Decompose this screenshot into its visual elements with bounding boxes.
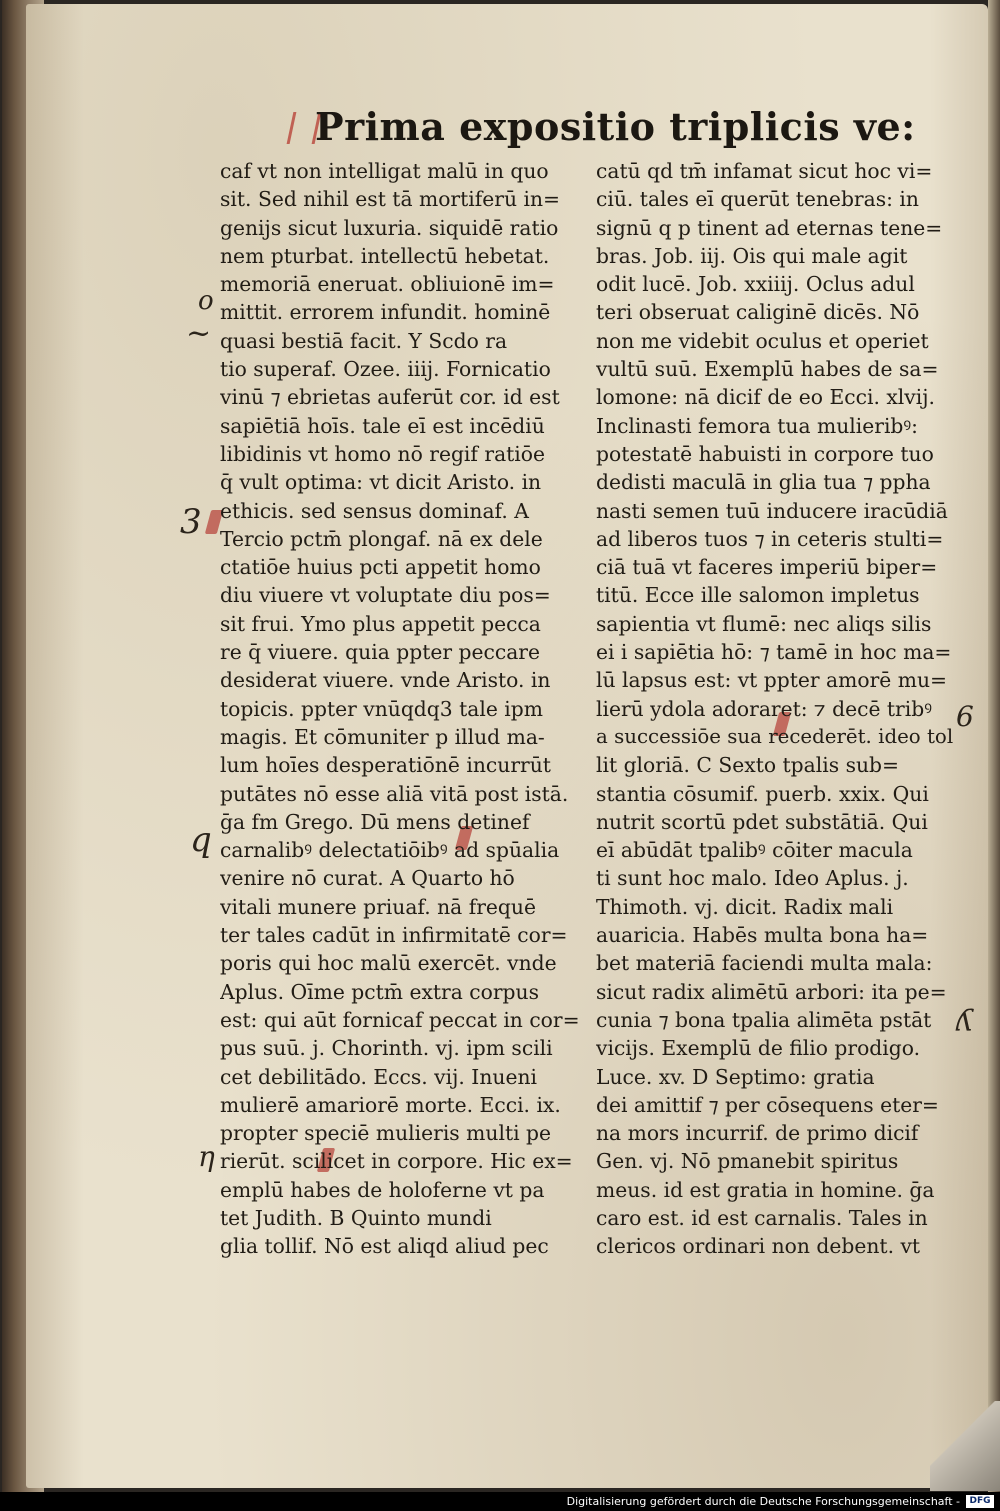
text-line: propter speciē mulieris multi pe	[220, 1121, 552, 1146]
text-line: ad liberos tuos ⁊ in ceteris stulti=	[596, 526, 944, 551]
margin-note: ʎ	[956, 1004, 973, 1039]
text-line: odit lucē. Job. xxiiij. Oclus adul	[596, 272, 915, 297]
margin-note: η	[198, 1140, 215, 1173]
margin-note: 6	[956, 700, 974, 733]
dfg-logo: DFG	[966, 1495, 994, 1508]
text-line: caro est. id est carnalis. Tales in	[596, 1205, 928, 1230]
text-line: sicut radix alimētū arbori: ita pe=	[596, 979, 947, 1004]
text-line: ei i sapiētia hō: ⁊ tamē in hoc ma=	[596, 640, 952, 665]
text-line: vitali munere priuaf. nā frequē	[220, 894, 536, 919]
text-line: signū q p tinent ad eternas tene=	[596, 215, 943, 240]
text-line: libidinis vt homo nō regif ratiōe	[220, 441, 546, 466]
text-line: caf vt non intelligat malū in quo	[220, 159, 549, 183]
text-line: nasti semen tuū inducere iracūdiā	[596, 498, 948, 523]
text-line: est: qui aūt fornicaf peccat in cor=	[220, 1007, 580, 1032]
text-line: sapiētiā hoīs. tale eī est incēdiū	[220, 413, 545, 438]
text-line: lierū ydola adoraret: ⁊ decē tribꝰ	[596, 696, 932, 721]
text-line: carnalibꝰ delectatiōibꝰ ad spūalia	[220, 838, 560, 863]
text-line: potestatē habuisti in corpore tuo	[596, 441, 934, 466]
text-line: eī abūdāt tpalibꝰ cōiter macula	[596, 838, 913, 863]
footer-bar	[0, 1492, 1000, 1511]
text-line: ciū. tales eī querūt tenebras: in	[596, 187, 919, 212]
text-line: venire nō curat. A Quarto hō	[220, 866, 515, 891]
text-line: desiderat viuere. vnde Aristo. in	[220, 668, 551, 693]
text-column-right	[596, 157, 960, 1261]
text-line: bet materiā faciendi multa mala:	[596, 951, 933, 976]
text-line: non me videbit oculus et operiet	[596, 328, 929, 353]
text-line: pus suū. j. Chorinth. vj. ipm scili	[220, 1036, 553, 1061]
text-line: emplū habes de holoferne vt pa	[220, 1177, 545, 1202]
text-line: sit frui. Ymo plus appetit pecca	[220, 611, 541, 636]
footer-credit: Digitalisierung gefördert durch die Deutsche Forschungsgemeinschaft -	[566, 1495, 960, 1508]
text-line: ter tales cadūt in infirmitatē cor=	[220, 923, 568, 948]
text-line: putātes nō esse aliā vitā post istā.	[220, 781, 569, 806]
text-line: poris qui hoc malū exercēt. vnde	[220, 951, 557, 976]
text-line: Aplus. Oīme pctm̄ extra corpus	[220, 979, 539, 1004]
text-line: genijs sicut luxuria. siquidē ratio	[220, 215, 559, 240]
text-line: magis. Et cōmuniter p illud ma-	[220, 724, 545, 749]
text-line: q̄ vult optima: vt dicit Aristo. in	[220, 470, 542, 495]
text-line: tet Judith. B Quinto mundi	[220, 1205, 492, 1230]
margin-note: ~	[186, 316, 212, 351]
margin-note: q	[190, 820, 212, 860]
text-line: vultū suū. Exemplū habes de sa=	[596, 357, 939, 382]
text-line: lū lapsus est: vt ppter amorē mu=	[596, 668, 948, 693]
text-line: topicis. ppter vnūqdq3 tale ipm	[220, 696, 543, 721]
text-line: Thimoth. vj. dicit. Radix mali	[596, 894, 894, 919]
margin-note: o	[198, 286, 214, 316]
text-line: auaricia. Habēs multa bona ha=	[596, 923, 929, 948]
text-line: dedisti maculā in glia tua ⁊ ppha	[596, 470, 931, 495]
text-line: ti sunt hoc malo. Ideo Aplus. j.	[596, 866, 909, 891]
margin-note: 3	[180, 502, 202, 542]
text-line: lit gloriā. C Sexto tpalis sub=	[596, 753, 900, 778]
text-line: diu viuere vt voluptate diu pos=	[220, 583, 551, 608]
text-line: lomone: nā dicif de eo Ecci. xlvij.	[596, 385, 935, 410]
text-line: Gen. vj. Nō pmanebit spiritus	[596, 1149, 899, 1174]
text-line: memoriā eneruat. obliuionē im=	[220, 272, 555, 297]
text-line: vinū ⁊ ebrietas auferūt cor. id est	[220, 385, 560, 410]
text-line: na mors incurrif. de primo dicif	[596, 1121, 919, 1146]
running-head: Prima expositio triplicis ve:	[315, 104, 916, 149]
text-line: quasi bestiā facit. Y Scdo ra	[220, 328, 508, 353]
page-right-edge	[988, 0, 1000, 1492]
text-line: dei amittif ⁊ per cōsequens eter=	[596, 1092, 939, 1117]
text-line: rierūt. scilicet in corpore. Hic ex=	[220, 1149, 573, 1174]
text-line: bras. Job. iij. Ois qui male agit	[596, 243, 908, 268]
text-line: ctatiōe huius pcti appetit homo	[220, 555, 541, 580]
text-line: sapientia vt flumē: nec aliqs silis	[596, 611, 932, 636]
text-line: lum hoīes desperatiōnē incurrūt	[220, 753, 551, 778]
text-line: ciā tuā vt faceres imperiū biper=	[596, 555, 938, 580]
text-line: glia tollif. Nō est aliqd aliud pec	[220, 1234, 549, 1259]
text-line: cunia ⁊ bona tpalia alimēta pstāt	[596, 1007, 932, 1032]
text-line: Inclinasti femora tua mulieribꝰ:	[596, 413, 918, 438]
text-line: titū. Ecce ille salomon impletus	[596, 583, 920, 608]
text-line: catū qd tm̄ infamat sicut hoc vi=	[596, 159, 933, 183]
page-corner	[930, 1401, 1000, 1491]
text-line: mittit. errorem infundit. hominē	[220, 300, 551, 325]
text-line: vicijs. Exemplū de filio prodigo.	[596, 1036, 921, 1061]
text-line: re q̄ viuere. quia ppter peccare	[220, 640, 540, 665]
text-line: cet debilitādo. Eccs. vij. Inueni	[220, 1064, 537, 1089]
text-line: clericos ordinari non debent. vt	[596, 1234, 921, 1259]
text-line: Tercio pctm̄ plongaf. nā ex dele	[220, 526, 543, 551]
text-line: ethicis. sed sensus dominaf. A	[220, 498, 529, 523]
text-line: stantia cōsumif. puerb. xxix. Qui	[596, 781, 929, 806]
text-line: mulierē amariorē morte. Ecci. ix.	[220, 1092, 561, 1117]
text-line: teri obseruat caliginē dicēs. Nō	[596, 300, 920, 325]
text-column-left	[220, 157, 592, 1261]
text-line: a successiōe sua recederēt. ideo tol	[596, 724, 954, 748]
text-line: Luce. xv. D Septimo: gratia	[596, 1064, 875, 1089]
text-line: sit. Sed nihil est tā mortiferū in=	[220, 187, 561, 212]
text-line: ḡa fm Grego. Dū mens detinef	[220, 809, 530, 834]
text-line: nem pturbat. intellectū hebetat.	[220, 243, 550, 268]
text-line: nutrit scortū pdet substātiā. Qui	[596, 809, 928, 834]
text-line: meus. id est gratia in homine. ḡa	[596, 1177, 935, 1202]
text-line: tio superaf. Ozee. iiij. Fornicatio	[220, 357, 551, 382]
